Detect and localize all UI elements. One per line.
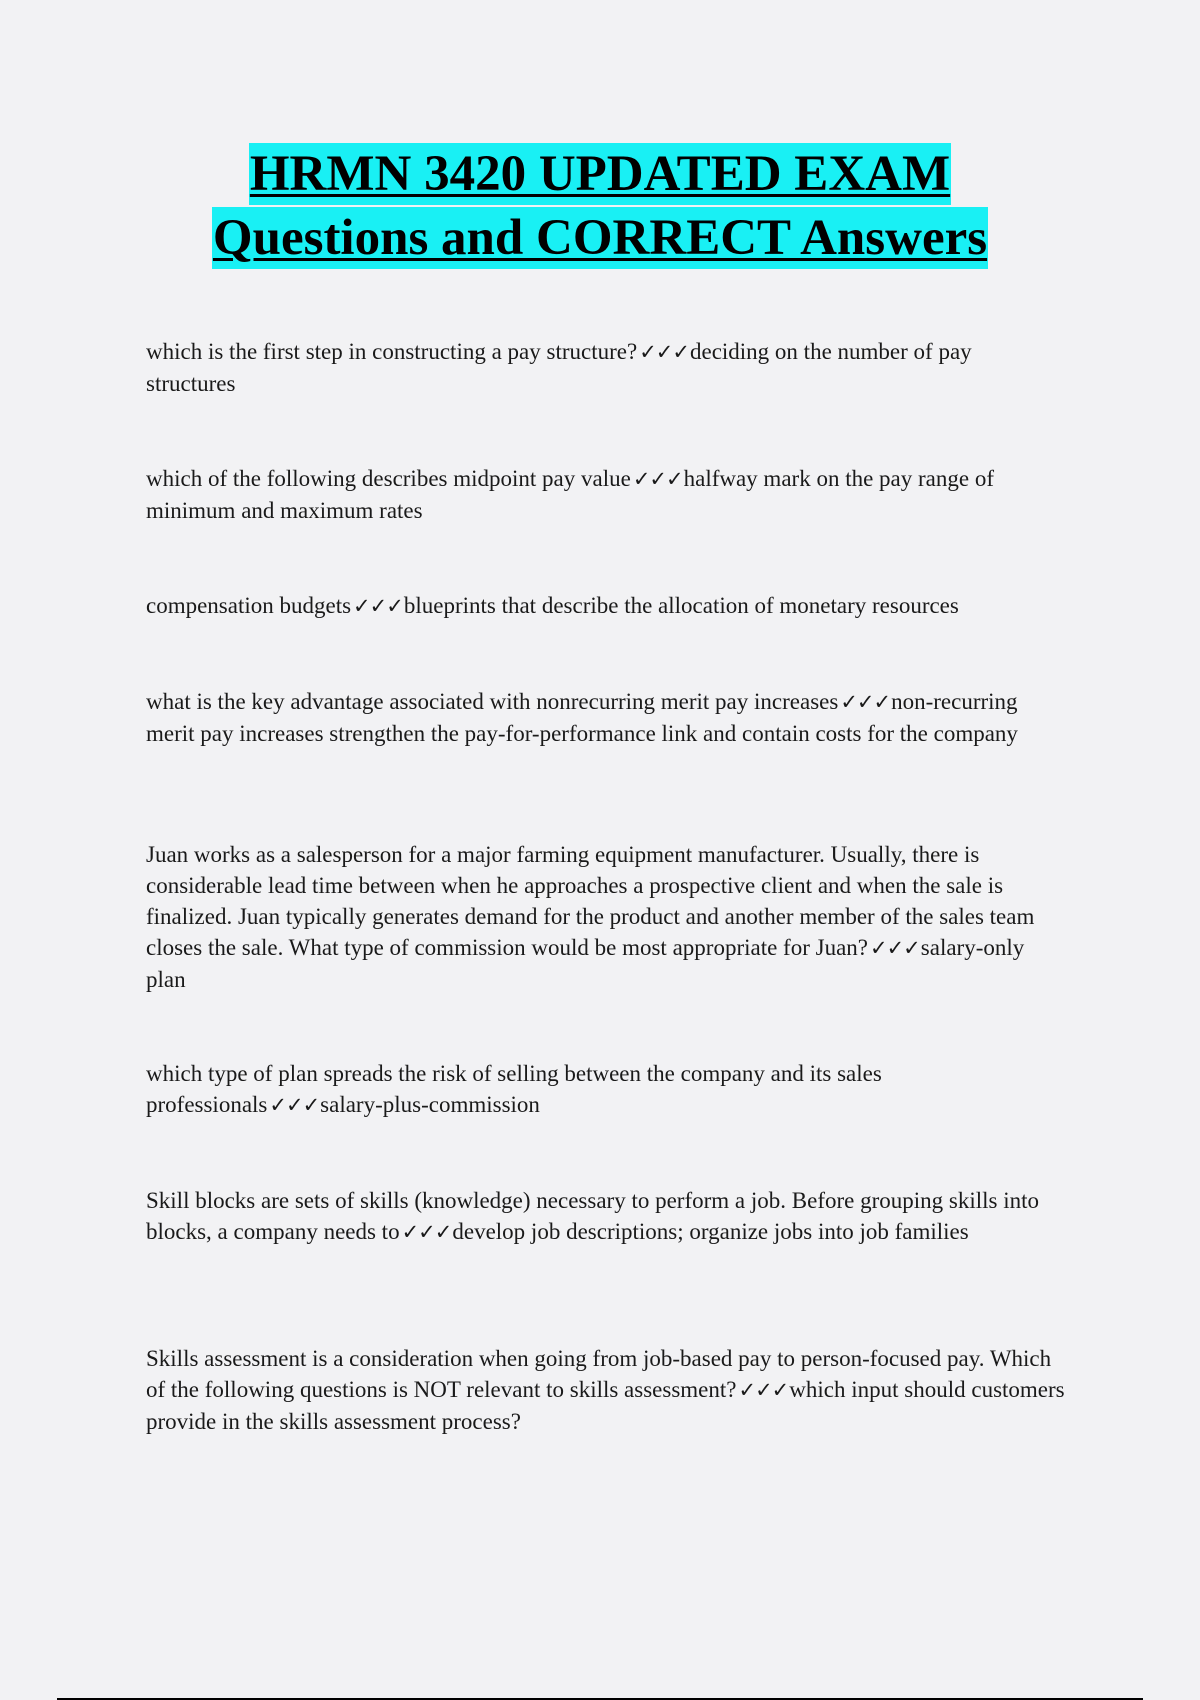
qa-item xyxy=(146,839,1066,995)
answer-text: salary-plus-commission xyxy=(320,1092,540,1117)
answer-text: salary-only plan xyxy=(146,935,1025,992)
check-mark-icon: ✓✓✓ xyxy=(738,1378,789,1402)
qa-item xyxy=(146,590,1066,622)
question-text: what is the key advantage associated with nonrecurring merit pay increases xyxy=(146,689,839,714)
answer-text: develop job descriptions; organize jobs into job families xyxy=(452,1219,969,1244)
qa-item xyxy=(146,1343,1066,1437)
check-mark-icon: ✓✓✓ xyxy=(353,594,403,618)
question-text: which type of plan spreads the risk of selling between the company and its sales professionals xyxy=(146,1061,882,1117)
check-mark-icon: ✓✓✓ xyxy=(401,1220,452,1244)
question-text: which is the first step in constructing a pay structure? xyxy=(146,339,638,364)
check-mark-icon: ✓✓✓ xyxy=(840,690,891,714)
title-line-1: HRMN 3420 UPDATED EXAM xyxy=(249,143,951,205)
question-text: Skill blocks are sets of skills (knowledge) necessary to perform a job. Before grouping skills into blocks, a company needs to xyxy=(146,1188,1039,1244)
answer-text: blueprints that describe the allocation of monetary resources xyxy=(403,593,959,618)
question-text: Juan works as a salesperson for a major farming equipment manufacturer. Usually, there is considerable lead time between when he approaches a prospective client and when the sale is finalized. Juan typically generates demand for the product and another member of the sales team closes the sale. What type of commission would be most appropriate for Juan? xyxy=(146,842,1035,960)
question-text: Skills assessment is a consideration when going from job-based pay to person-focused pay. Which of the following questions is NOT relevant to skills assessment? xyxy=(146,1346,1052,1402)
title-line-2: Questions and CORRECT Answers xyxy=(212,207,988,269)
qa-item xyxy=(146,1058,1066,1121)
answer-text: halfway mark on the pay range of minimum and maximum rates xyxy=(146,466,994,523)
answer-text: deciding on the number of pay structures xyxy=(146,339,972,396)
question-text: which of the following describes midpoint pay value xyxy=(146,466,631,491)
answer-text: non-recurring merit pay increases strengthen the pay-for-performance link and contain costs for the company xyxy=(146,689,1018,746)
qa-item xyxy=(146,463,1066,526)
check-mark-icon: ✓✓✓ xyxy=(869,936,920,960)
check-mark-icon: ✓✓✓ xyxy=(632,467,683,491)
qa-item xyxy=(146,1185,1066,1248)
check-mark-icon: ✓✓✓ xyxy=(639,340,689,364)
answer-text: which input should customers provide in the skills assessment process? xyxy=(146,1377,1065,1434)
check-mark-icon: ✓✓✓ xyxy=(269,1093,320,1117)
document-title xyxy=(0,143,1200,271)
question-text: compensation budgets xyxy=(146,593,352,618)
qa-item xyxy=(146,336,1066,399)
qa-item xyxy=(146,686,1066,749)
